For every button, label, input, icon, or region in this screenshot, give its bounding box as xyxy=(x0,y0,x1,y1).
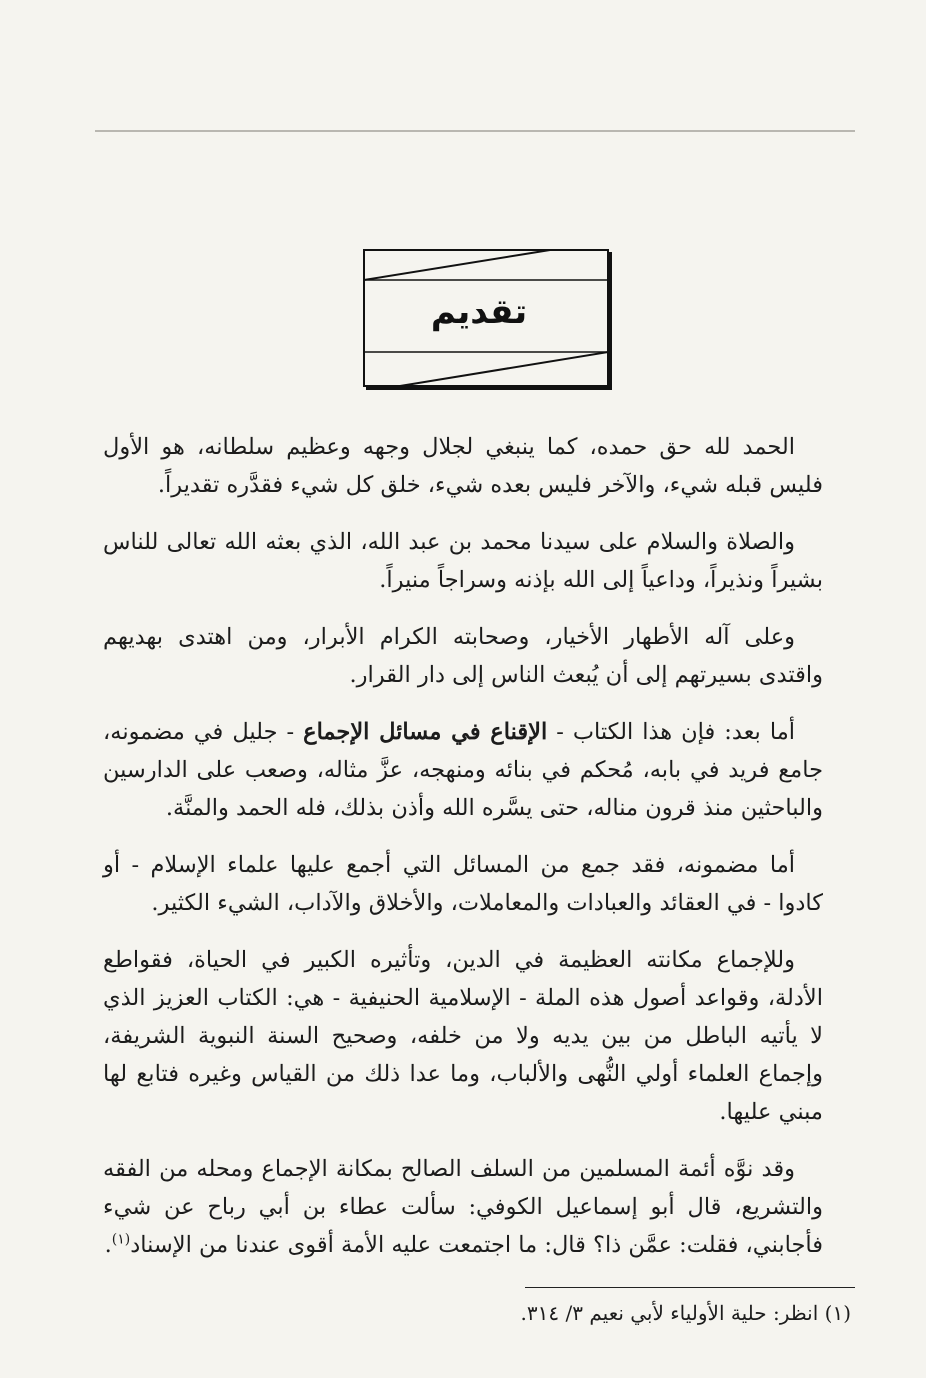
text-run: وقد نوَّه أئمة المسلمين من السلف الصالح بمكانة الإجماع ومحله من الفقه والتشريع، قال أبو إسماعيل الكوفي: سألت عطاء بن أبي رباح عن شيء فأجابني، فقلت: عمَّن ذا؟ قال: ما اجتمعت عليه الأمة أقوى عندنا من الإسناد xyxy=(103,1156,823,1258)
book-title-bold: الإقناع في مسائل الإجماع xyxy=(303,719,548,745)
running-header-showthrough xyxy=(95,92,855,132)
paragraph xyxy=(103,428,823,504)
footnote-separator xyxy=(525,1287,855,1288)
footnote-ref: (١) xyxy=(111,1231,131,1248)
text-run: . xyxy=(104,1232,112,1258)
text-run: - جليل في مضمونه، جامع فريد في بابه، مُحكم في بنائه ومنهجه، عزَّ مثاله، وصعب على الدارسين والباحثين منذ قرون مناله، حتى يسَّره الله وأذن بذلك، فله الحمد والمنَّة. xyxy=(103,719,823,821)
text-run: وللإجماع مكانته العظيمة في الدين، وتأثيره الكبير في الحياة، فقواطع الأدلة، وقواعد أصول هذه الملة - الإسلامية الحنيفية - هي: الكتاب العزيز الذي لا يأتيه الباطل من بين يديه ولا من خلفه، وصحيح السنة النبوية الشريفة، وإجماع العلماء أولي النُّهى والألباب، وما عدا ذلك من القياس وغيره فتابع لها مبني عليها. xyxy=(103,947,823,1125)
title-frame xyxy=(340,240,618,390)
footnote: (١) انظر: حلية الأولياء لأبي نعيم ٣/ ٣١٤. xyxy=(520,1301,851,1325)
paragraph xyxy=(103,618,823,694)
paragraph xyxy=(103,941,823,1131)
paragraph xyxy=(103,1150,823,1264)
paragraph xyxy=(103,846,823,922)
text-run: وعلى آله الأطهار الأخيار، وصحابته الكرام الأبرار، ومن اهتدى بهديهم واقتدى بسيرتهم إلى أن يُبعث الناس إلى دار القرار. xyxy=(103,624,823,688)
text-run: الحمد لله حق حمده، كما ينبغي لجلال وجهه وعظيم سلطانه، هو الأول فليس قبله شيء، والآخر فليس بعده شيء، خلق كل شيء فقدَّره تقديراً. xyxy=(103,434,823,498)
text-run: والصلاة والسلام على سيدنا محمد بن عبد الله، الذي بعثه الله تعالى للناس بشيراً ونذيراً، وداعياً إلى الله بإذنه وسراجاً منيراً. xyxy=(103,529,823,593)
page-title: تقديم xyxy=(430,292,528,332)
text-run: أما بعد: فإن هذا الكتاب - xyxy=(547,719,795,745)
body-text xyxy=(103,428,823,1264)
paragraph xyxy=(103,523,823,599)
text-run: أما مضمونه، فقد جمع من المسائل التي أجمع عليها علماء الإسلام - أو كادوا - في العقائد والعبادات والمعاملات، والأخلاق والآداب، الشيء الكثير. xyxy=(103,852,823,916)
paragraph xyxy=(103,713,823,827)
